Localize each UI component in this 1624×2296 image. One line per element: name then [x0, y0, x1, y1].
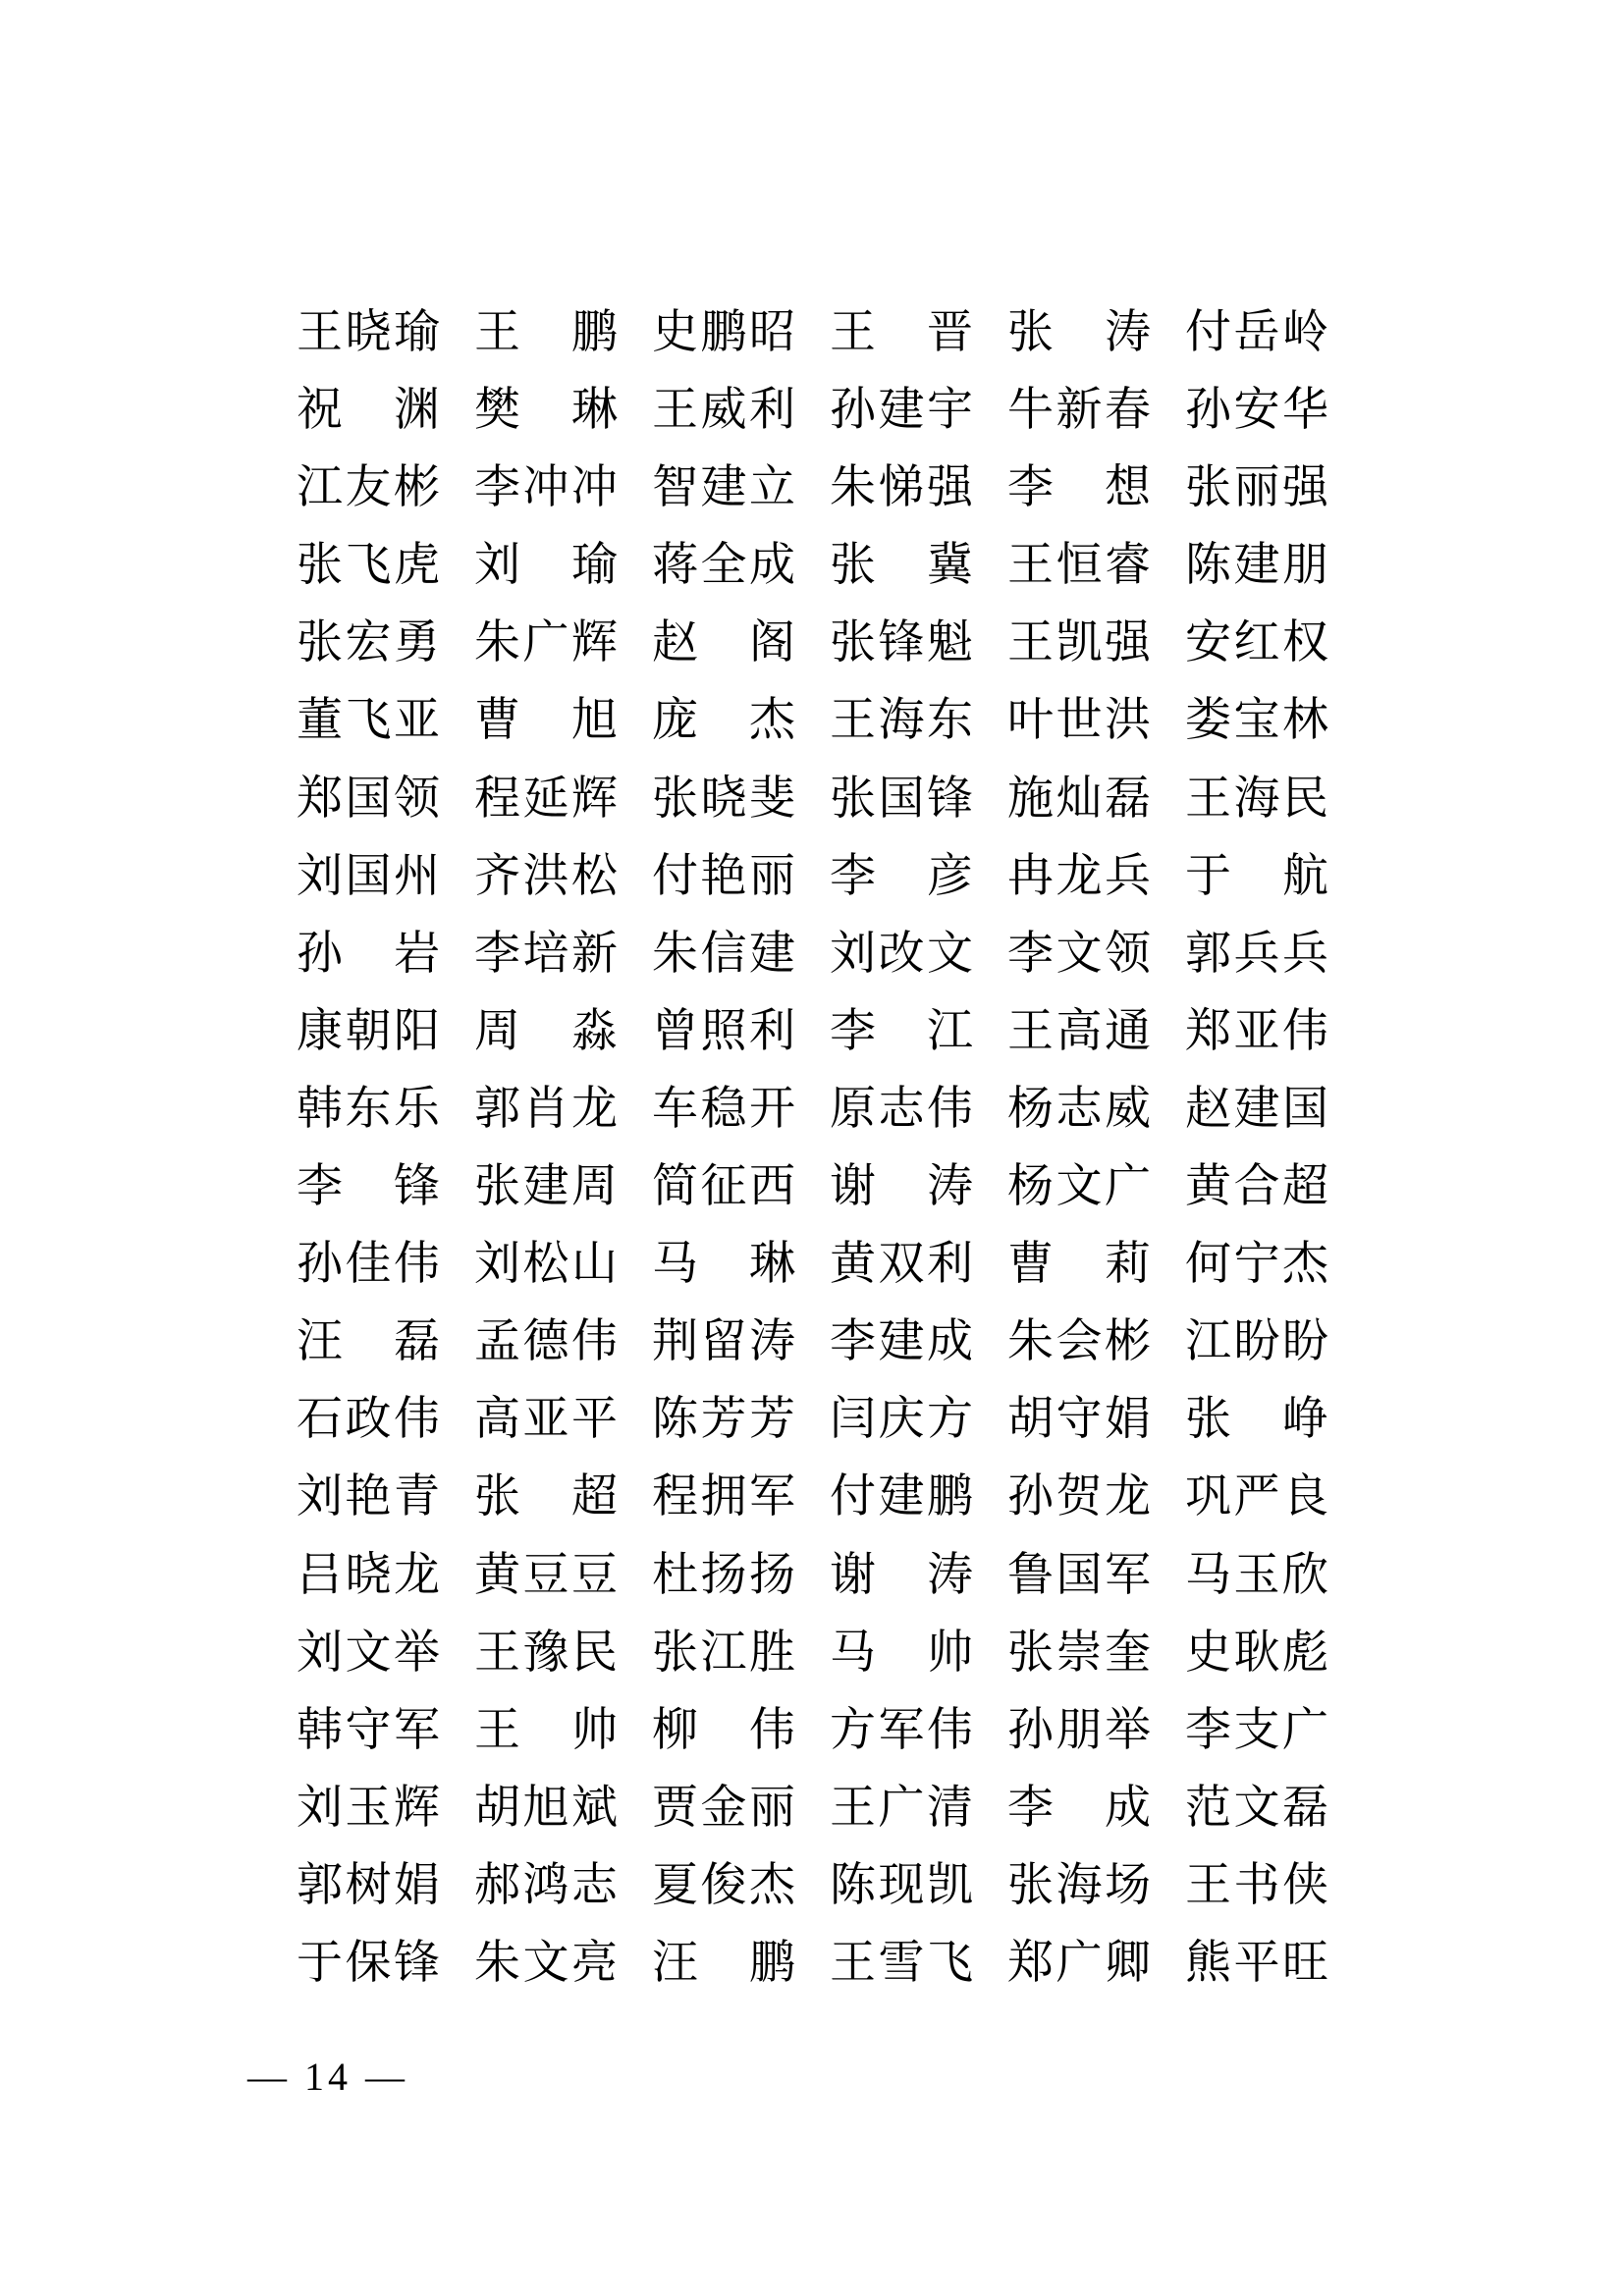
person-name: 李 锋 — [297, 1161, 440, 1213]
person-name: 娄 宝 林 — [1185, 695, 1328, 747]
person-name: 张 锋 魁 — [830, 617, 973, 669]
person-name: 于 保 锋 — [297, 1937, 440, 1989]
person-name: 王 鹏 — [474, 307, 618, 358]
person-name: 刘 改 文 — [830, 928, 973, 980]
person-name: 王 威 利 — [652, 385, 795, 437]
person-name: 李 培 新 — [474, 928, 618, 980]
person-name: 马 玉 欣 — [1185, 1549, 1328, 1601]
person-name: 黄 合 超 — [1185, 1161, 1328, 1213]
person-name: 胡 守 娟 — [1007, 1394, 1151, 1446]
person-name: 程 延 辉 — [474, 773, 618, 825]
person-name: 张 超 — [474, 1471, 618, 1523]
page-number: — 14 — — [247, 2055, 408, 2099]
person-name: 李 支 广 — [1185, 1704, 1328, 1756]
person-name: 曹 莉 — [1007, 1239, 1151, 1291]
person-name: 鲁 国 军 — [1007, 1549, 1151, 1601]
person-name: 夏 俊 杰 — [652, 1859, 795, 1911]
person-name: 王 雪 飞 — [830, 1937, 973, 1989]
person-name: 史 鹏 昭 — [652, 307, 795, 358]
person-name: 原 志 伟 — [830, 1083, 973, 1135]
person-name: 方 军 伟 — [830, 1704, 973, 1756]
person-name: 陈 芳 芳 — [652, 1394, 795, 1446]
person-name: 郑 国 领 — [297, 773, 440, 825]
person-name: 刘 艳 青 — [297, 1471, 440, 1523]
person-name: 王 广 清 — [830, 1782, 973, 1834]
person-name: 李 文 领 — [1007, 928, 1151, 980]
person-name: 贾 金 丽 — [652, 1782, 795, 1834]
person-name: 智 建 立 — [652, 462, 795, 514]
person-name: 闫 庆 方 — [830, 1394, 973, 1446]
person-name: 韩 东 乐 — [297, 1083, 440, 1135]
person-name: 郭 树 娟 — [297, 1859, 440, 1911]
person-name: 张 峥 — [1185, 1394, 1328, 1446]
person-name: 樊 琳 — [474, 385, 618, 437]
person-name: 孙 朋 举 — [1007, 1704, 1151, 1756]
person-name: 王 海 民 — [1185, 773, 1328, 825]
person-name: 周 淼 — [474, 1005, 618, 1057]
person-name: 张 国 锋 — [830, 773, 973, 825]
person-name: 刘 玉 辉 — [297, 1782, 440, 1834]
person-name: 黄 双 利 — [830, 1239, 973, 1291]
person-name: 郑 广 卿 — [1007, 1937, 1151, 1989]
person-name: 付 艳 丽 — [652, 850, 795, 902]
person-name: 张 海 场 — [1007, 1859, 1151, 1911]
person-name: 张 飞 虎 — [297, 540, 440, 592]
person-name: 张 丽 强 — [1185, 462, 1328, 514]
person-name: 张 建 周 — [474, 1161, 618, 1213]
person-name: 李 江 — [830, 1005, 973, 1057]
person-name: 胡 旭 斌 — [474, 1782, 618, 1834]
person-name: 庞 杰 — [652, 695, 795, 747]
person-name: 杨 志 威 — [1007, 1083, 1151, 1135]
person-name: 高 亚 平 — [474, 1394, 618, 1446]
person-name: 王 高 通 — [1007, 1005, 1151, 1057]
person-name: 郭 肖 龙 — [474, 1083, 618, 1135]
person-name: 杜 扬 扬 — [652, 1549, 795, 1601]
person-name: 王 海 东 — [830, 695, 973, 747]
person-name: 江 友 彬 — [297, 462, 440, 514]
person-name: 范 文 磊 — [1185, 1782, 1328, 1834]
person-name: 张 冀 — [830, 540, 973, 592]
person-name: 李 成 — [1007, 1782, 1151, 1834]
names-grid — [297, 307, 1328, 2018]
person-name: 石 政 伟 — [297, 1394, 440, 1446]
person-name: 王 凯 强 — [1007, 617, 1151, 669]
person-name: 于 航 — [1185, 850, 1328, 902]
person-name: 朱 广 辉 — [474, 617, 618, 669]
person-name: 张 江 胜 — [652, 1627, 795, 1679]
person-name: 巩 严 良 — [1185, 1471, 1328, 1523]
person-name: 汪 磊 — [297, 1316, 440, 1368]
person-name: 谢 涛 — [830, 1549, 973, 1601]
person-name: 黄 豆 豆 — [474, 1549, 618, 1601]
person-name: 江 盼 盼 — [1185, 1316, 1328, 1368]
person-name: 曾 照 利 — [652, 1005, 795, 1057]
person-name: 付 建 鹏 — [830, 1471, 973, 1523]
person-name: 孙 建 宇 — [830, 385, 973, 437]
person-name: 程 拥 军 — [652, 1471, 795, 1523]
person-name: 李 冲 冲 — [474, 462, 618, 514]
person-name: 李 想 — [1007, 462, 1151, 514]
person-name: 史 耿 彪 — [1185, 1627, 1328, 1679]
person-name: 陈 现 凯 — [830, 1859, 973, 1911]
person-name: 马 帅 — [830, 1627, 973, 1679]
person-name: 康 朝 阳 — [297, 1005, 440, 1057]
person-name: 刘 国 州 — [297, 850, 440, 902]
person-name: 孙 贺 龙 — [1007, 1471, 1151, 1523]
person-name: 荆 留 涛 — [652, 1316, 795, 1368]
person-name: 冉 龙 兵 — [1007, 850, 1151, 902]
person-name: 牛 新 春 — [1007, 385, 1151, 437]
person-name: 王 晋 — [830, 307, 973, 358]
person-name: 刘 瑜 — [474, 540, 618, 592]
person-name: 汪 鹏 — [652, 1937, 795, 1989]
person-name: 齐 洪 松 — [474, 850, 618, 902]
person-name: 马 琳 — [652, 1239, 795, 1291]
person-name: 朱 悌 强 — [830, 462, 973, 514]
person-name: 杨 文 广 — [1007, 1161, 1151, 1213]
person-name: 王 帅 — [474, 1704, 618, 1756]
person-name: 王 晓 瑜 — [297, 307, 440, 358]
person-name: 安 红 权 — [1185, 617, 1328, 669]
person-name: 孙 岩 — [297, 928, 440, 980]
person-name: 张 涛 — [1007, 307, 1151, 358]
person-name: 朱 信 建 — [652, 928, 795, 980]
person-name: 付 岳 岭 — [1185, 307, 1328, 358]
person-name: 李 彦 — [830, 850, 973, 902]
person-name: 刘 松 山 — [474, 1239, 618, 1291]
person-name: 祝 渊 — [297, 385, 440, 437]
person-name: 吕 晓 龙 — [297, 1549, 440, 1601]
person-name: 韩 守 军 — [297, 1704, 440, 1756]
person-name: 张 宏 勇 — [297, 617, 440, 669]
person-name: 孙 安 华 — [1185, 385, 1328, 437]
person-name: 赵 建 国 — [1185, 1083, 1328, 1135]
person-name: 赵 阁 — [652, 617, 795, 669]
person-name: 朱 文 亮 — [474, 1937, 618, 1989]
person-name: 孟 德 伟 — [474, 1316, 618, 1368]
person-name: 郭 兵 兵 — [1185, 928, 1328, 980]
person-name: 简 征 西 — [652, 1161, 795, 1213]
person-name: 王 豫 民 — [474, 1627, 618, 1679]
person-name: 王 恒 睿 — [1007, 540, 1151, 592]
person-name: 车 稳 开 — [652, 1083, 795, 1135]
person-name: 熊 平 旺 — [1185, 1937, 1328, 1989]
person-name: 曹 旭 — [474, 695, 618, 747]
person-name: 施 灿 磊 — [1007, 773, 1151, 825]
person-name: 叶 世 洪 — [1007, 695, 1151, 747]
person-name: 孙 佳 伟 — [297, 1239, 440, 1291]
person-name: 郑 亚 伟 — [1185, 1005, 1328, 1057]
person-name: 张 晓 斐 — [652, 773, 795, 825]
person-name: 郝 鸿 志 — [474, 1859, 618, 1911]
person-name: 何 宁 杰 — [1185, 1239, 1328, 1291]
person-name: 董 飞 亚 — [297, 695, 440, 747]
person-name: 王 书 侠 — [1185, 1859, 1328, 1911]
person-name: 刘 文 举 — [297, 1627, 440, 1679]
person-name: 李 建 成 — [830, 1316, 973, 1368]
person-name: 谢 涛 — [830, 1161, 973, 1213]
person-name: 陈 建 朋 — [1185, 540, 1328, 592]
person-name: 柳 伟 — [652, 1704, 795, 1756]
person-name: 蒋 全 成 — [652, 540, 795, 592]
person-name: 张 崇 奎 — [1007, 1627, 1151, 1679]
person-name: 朱 会 彬 — [1007, 1316, 1151, 1368]
